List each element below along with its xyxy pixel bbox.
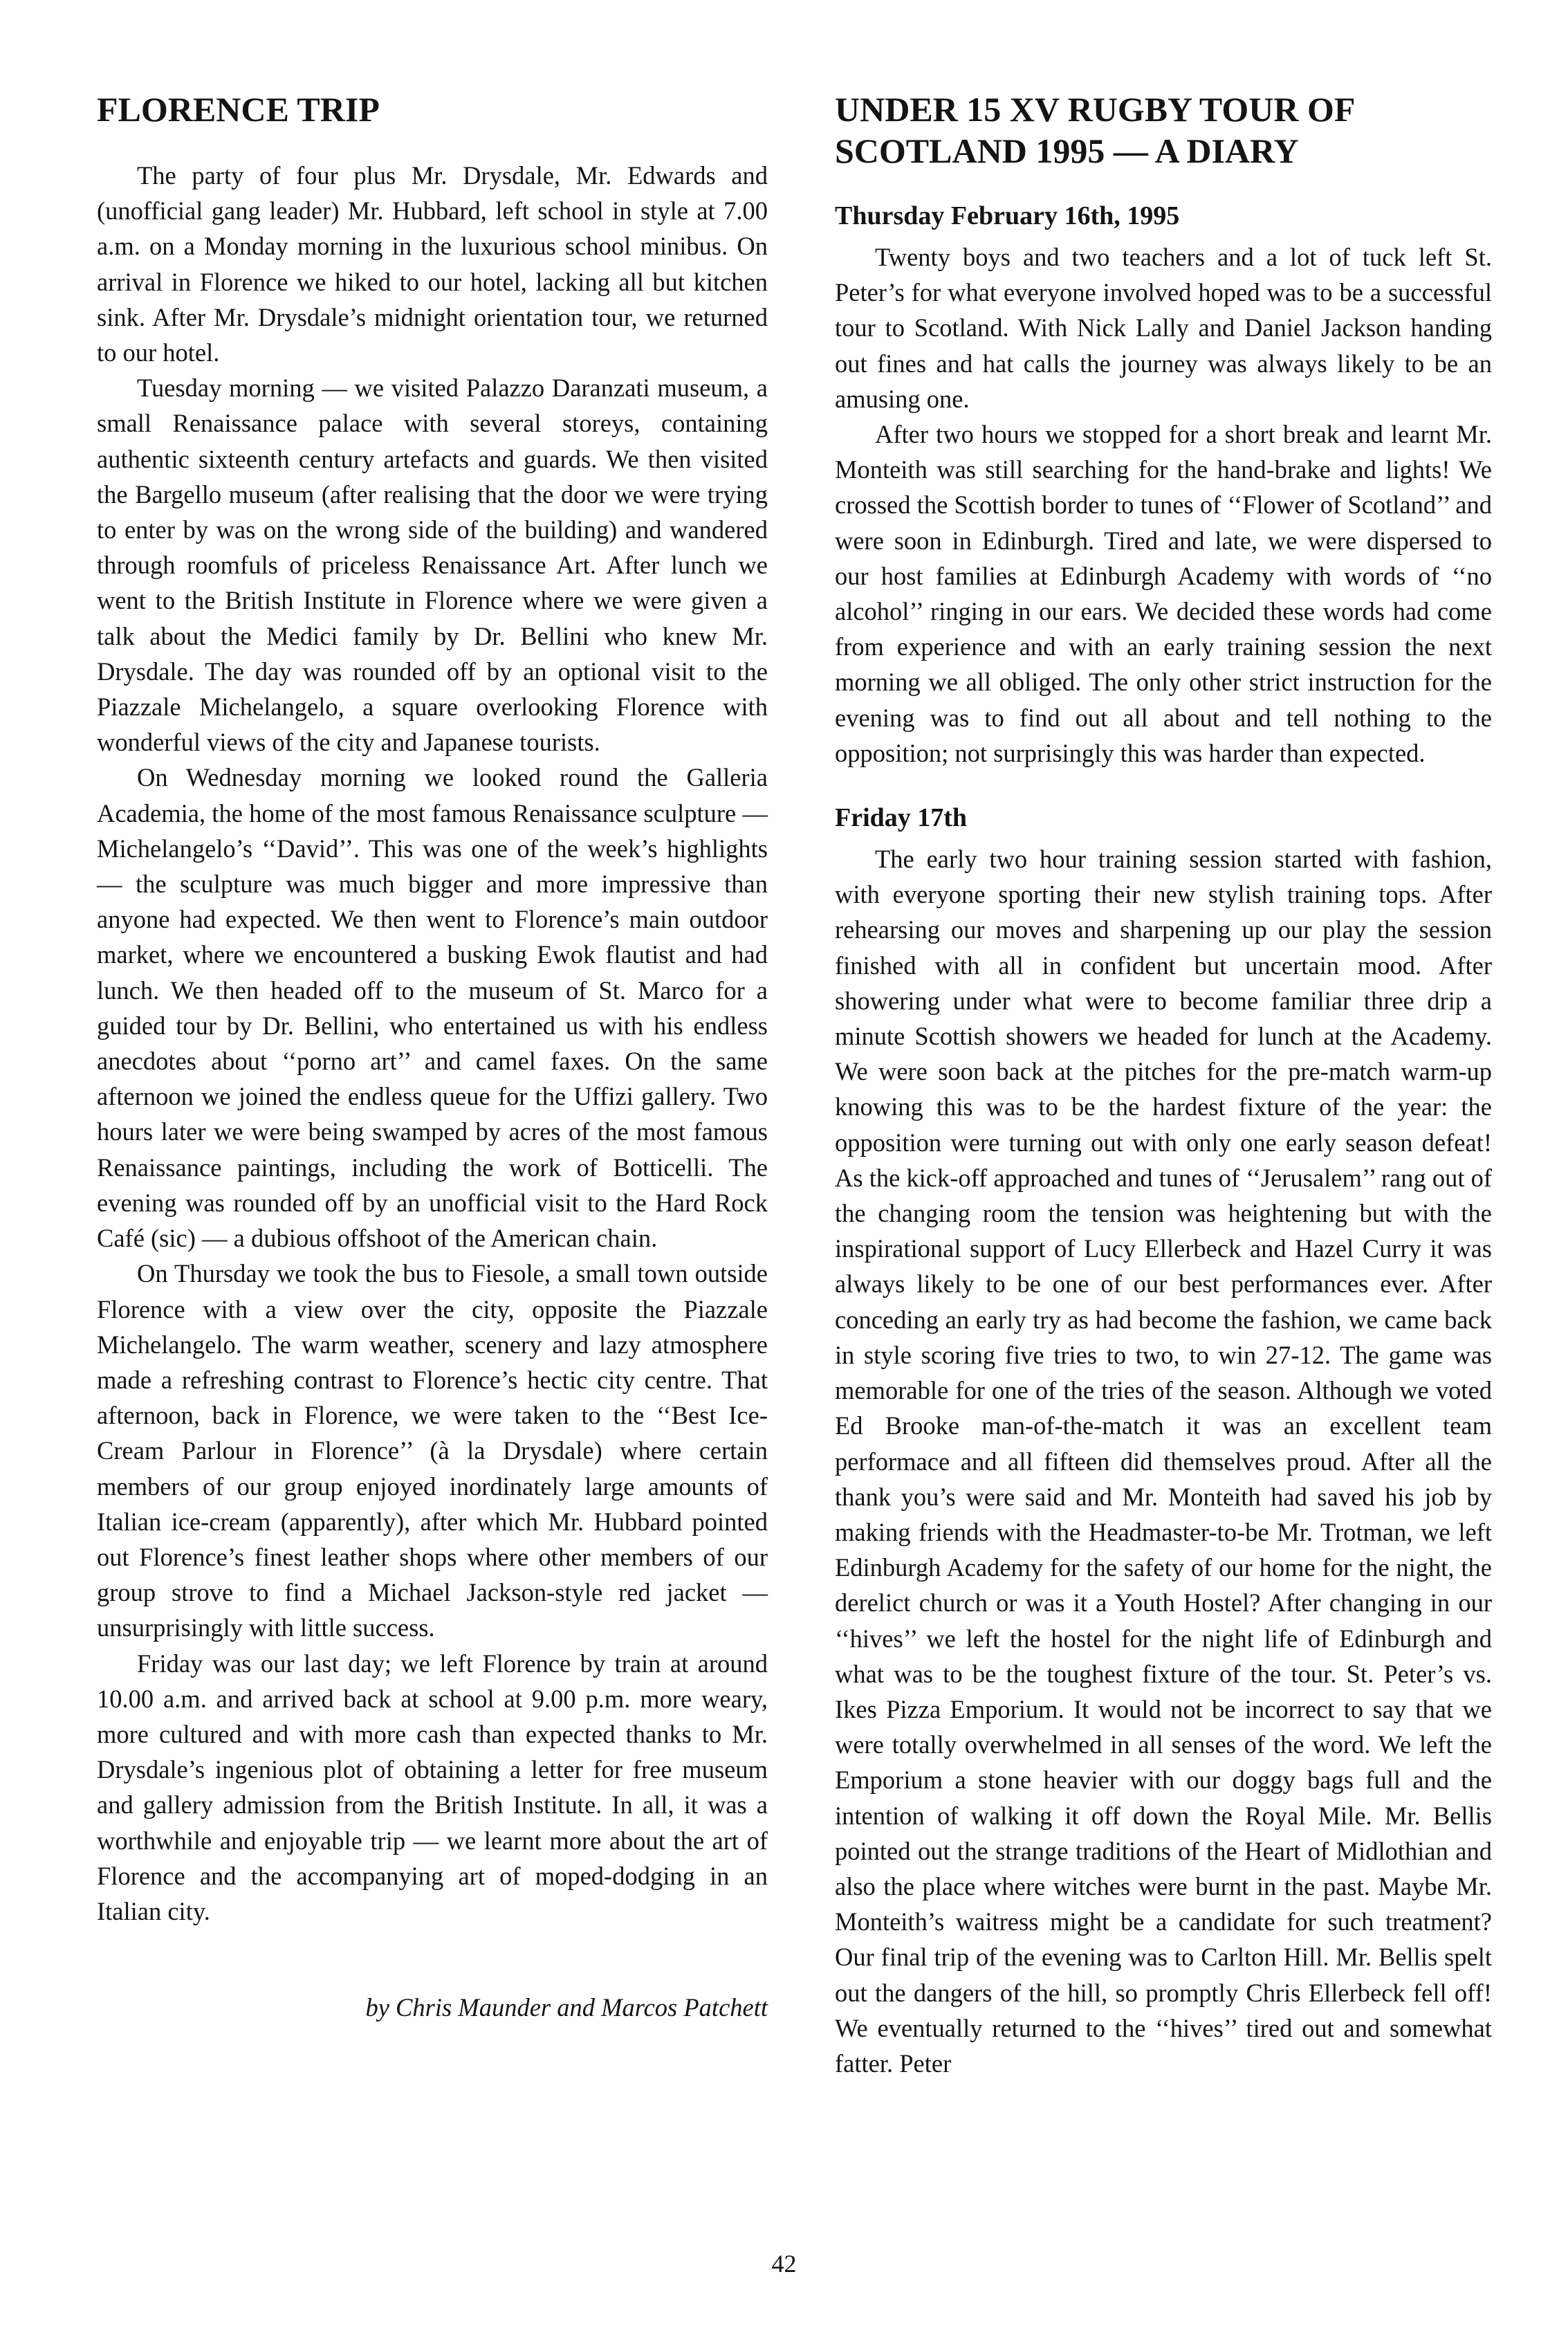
rugby-tour-article	[835, 89, 1492, 2081]
article-paragraph: Twenty boys and two teachers and a lot of tuck left St. Peter’s for what everyone involved hoped was to be a successful tour to Scotland. With Nick Lally and Daniel Jackson handing out fines and hat calls the journey was always likely to be an amusing one.	[835, 243, 1492, 413]
diary-date-heading: Friday 17th	[835, 803, 968, 833]
article-paragraph: Friday was our last day; we left Florence by train at around 10.00 a.m. and arrived back at school at 9.00 p.m. more weary, more cultured and with more cash than expected thanks to Mr. Drysdale’s ingenious plot of obtaining a letter for free museum and gallery admission from the British Institute. In all, it was a worthwhile and enjoyable trip — we learnt more about the art of Florence and the accompanying art of moped-dodging in an Italian city.	[97, 1649, 768, 1925]
article-paragraph: The early two hour training session started with fashion, with everyone sporting their new stylish training tops. After rehearsing our moves and sharpening up our play the session finished with all in confident but uncertain mood. After showering under what were to become familiar three drip a minute Scottish showers we headed for lunch at the Academy. We were soon back at the pitches for the pre-match warm-up knowing this was to be the hardest fixture of the year: the opposition were turning out with only one early season defeat! As the kick-off approached and tunes of ‘‘Jerusalem’’ rang out of the changing room the tension was heightening but with the inspirational support of Lucy Ellerbeck and Hazel Curry it was always likely to be one of our best performances ever. After conceding an early try as had become the fashion, we came back in style scoring five tries to two, to win 27-12. The game was memorable for one of the tries of the season. Although we voted Ed Brooke man-of-the-match it was an excellent team performace and all fifteen did themselves proud. After all the thank you’s were said and Mr. Monteith had saved his job by making friends with the Headmaster-to-be Mr. Trotman, we left Edinburgh Academy for the safety of our home for the night, the derelict church or was it a Youth Hostel? After changing in our ‘‘hives’’ we left the hostel for the night life of Edinburgh and what was to be the toughest fixture of the tour. St. Peter’s vs. Ikes Pizza Emporium. It would not be incorrect to say that we were totally overwhelmed in all senses of the word. We left the Emporium a stone heavier with our doggy bags full and the intention of walking it off down the Royal Mile. Mr. Bellis pointed out the strange traditions of the Heart of Midlothian and also the place where witches were burnt in the past. Maybe Mr. Monteith’s waitress might be a candidate for such treatment? Our final trip of the evening was to Carlton Hill. Mr. Bellis spelt out the dangers of the hill, so promptly Chris Ellerbeck fell off! We eventually returned to the ‘‘hives’’ tired out and somewhat fatter. Peter	[835, 845, 1492, 2078]
article-byline: by Chris Maunder and Marcos Patchett	[365, 1993, 768, 2022]
article-paragraph: On Thursday we took the bus to Fiesole, a small town outside Florence with a view over the city, opposite the Piazzale Michelangelo. The warm weather, scenery and lazy atmosphere made a refreshing contrast to Florence’s hectic city centre. That afternoon, back in Florence, we were taken to the ‘‘Best Ice-Cream Parlour in Florence’’ (à la Drysdale) where certain members of our group enjoyed inordinately large amounts of Italian ice-cream (apparently), after which Mr. Hubbard pointed out Florence’s finest leather shops where other members of our group strove to find a Michael Jackson-style red jacket — unsurprisingly with little success.	[97, 1259, 768, 1642]
article-title: FLORENCE TRIP	[97, 90, 380, 129]
article-paragraph: On Wednesday morning we looked round the Galleria Academia, the home of the most famous Renaissance sculpture — Michelangelo’s ‘‘David’’. This was one of the week’s highlights — the sculpture was much bigger and more impressive than anyone had expected. We then went to Florence’s main outdoor market, where we encountered a busking Ewok flautist and had lunch. We then headed off to the museum of St. Marco for a guided tour by Dr. Bellini, who entertained us with his endless anecdotes about ‘‘porno art’’ and camel faxes. On the same afternoon we joined the endless queue for the Uffizi gallery. Two hours later we were being swamped by acres of the most famous Renaissance paintings, including the work of Botticelli. The evening was rounded off by an unofficial visit to the Hard Rock Café (sic) — a dubious offshoot of the American chain.	[97, 763, 768, 1253]
article-paragraph: After two hours we stopped for a short break and learnt Mr. Monteith was still searching for the hand-brake and lights! We crossed the Scottish border to tunes of ‘‘Flower of Scotland’’ and were soon in Edinburgh. Tired and late, we were dispersed to our host families at Edinburgh Academy with words of ‘‘no alcohol’’ ringing in our ears. We decided these words had come from experience and with an early training session the next morning we all obliged. The only other strict instruction for the evening was to find out all about and tell nothing to the opposition; not surprisingly this was harder than expected.	[835, 420, 1492, 767]
article-paragraph: Tuesday morning — we visited Palazzo Daranzati museum, a small Renaissance palace with several storeys, containing authentic sixteenth century artefacts and guards. We then visited the Bargello museum (after realising that the door we were trying to enter by was on the wrong side of the building) and wandered through roomfuls of priceless Renaissance Art. After lunch we went to the British Institute in Florence where we were given a talk about the Medici family by Dr. Bellini who knew Mr. Drysdale. The day was rounded off by an optional visit to the Piazzale Michelangelo, a square overlooking Florence with wonderful views of the city and Japanese tourists.	[97, 374, 768, 757]
page-number: 42	[771, 2250, 797, 2278]
florence-trip-article	[97, 89, 768, 2025]
article-paragraph: The party of four plus Mr. Drysdale, Mr. Edwards and (unofficial gang leader) Mr. Hubbard, left school in style at 7.00 a.m. on a Monday morning in the luxurious school minibus. On arrival in Florence we hiked to our hotel, lacking all but kitchen sink. After Mr. Drysdale’s midnight orientation tour, we returned to our hotel.	[97, 161, 768, 367]
article-title: UNDER 15 XV RUGBY TOUR OF SCOTLAND 1995 — A DIARY	[835, 90, 1354, 170]
diary-date-heading: Thursday February 16th, 1995	[835, 201, 1180, 230]
